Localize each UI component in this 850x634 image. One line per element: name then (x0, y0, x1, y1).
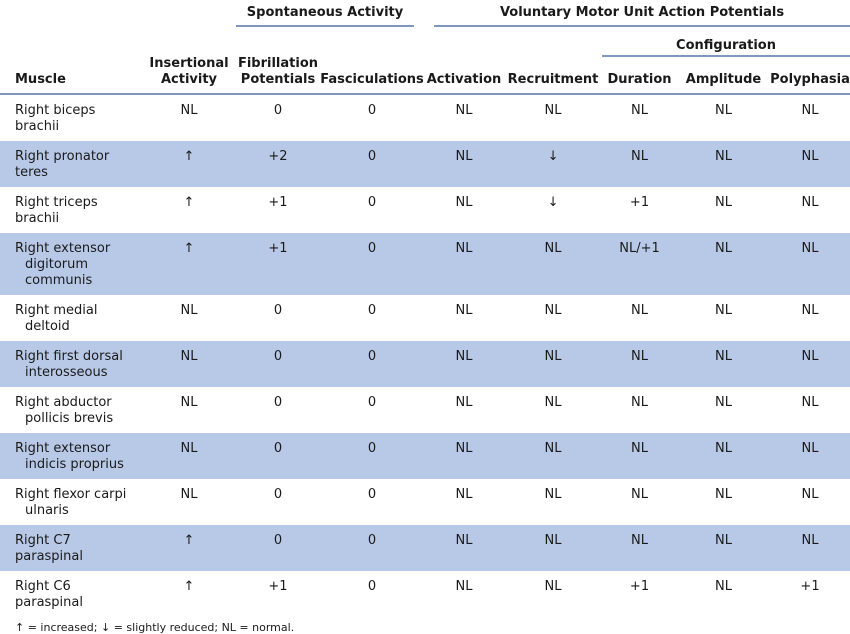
cell-fibrillation: 0 (273, 487, 283, 502)
cell-muscle (0, 387, 142, 433)
cell-recruitment: NL (504, 233, 602, 295)
cell-polyphasia: NL (801, 103, 819, 118)
header-insertional-activity (142, 56, 236, 94)
cell-amplitude: NL (677, 141, 770, 187)
header-recruitment: Recruitment (504, 56, 602, 94)
header-voluntary-motor-unit: Voluntary Motor Unit Action Potentials (424, 0, 850, 26)
cell-amplitude: NL (677, 233, 770, 295)
cell-polyphasia: NL (801, 195, 819, 210)
muscle-name-line: Right flexor carpi (15, 487, 127, 502)
cell-polyphasia: NL (770, 141, 850, 187)
cell-duration: NL (602, 141, 677, 187)
cell-fasciculations: 0 (367, 303, 377, 318)
cell-fibrillation: 0 (236, 341, 320, 387)
table-body (0, 94, 850, 617)
cell-fasciculations: 0 (320, 141, 424, 187)
table-row (0, 479, 850, 525)
table-row (0, 141, 850, 187)
header-blank (142, 0, 236, 26)
cell-muscle (0, 479, 142, 525)
cell-insertional: ↑ (142, 141, 236, 187)
cell-polyphasia: NL (801, 303, 819, 318)
cell-fibrillation: +1 (268, 195, 288, 210)
cell-duration: NL (631, 487, 648, 502)
cell-recruitment: ↓ (504, 141, 602, 187)
cell-amplitude: NL (715, 395, 732, 410)
cell-muscle (0, 233, 142, 295)
cell-activation: NL (455, 395, 473, 410)
cell-fibrillation: 0 (273, 103, 283, 118)
cell-recruitment: NL (544, 103, 562, 118)
cell-polyphasia: +1 (800, 579, 820, 594)
cell-insertional: NL (180, 103, 198, 118)
table-row (0, 571, 850, 617)
cell-duration: NL (602, 341, 677, 387)
cell-fasciculations: 0 (367, 487, 377, 502)
header-blank (0, 0, 142, 26)
cell-amplitude: NL (715, 303, 732, 318)
cell-recruitment: NL (544, 487, 562, 502)
cell-activation: NL (424, 233, 504, 295)
cell-muscle (0, 295, 142, 341)
header-insertional-line2: Activity (160, 72, 218, 87)
cell-insertional: NL (142, 433, 236, 479)
cell-fibrillation: 0 (236, 433, 320, 479)
muscle-name-line: deltoid (25, 319, 70, 334)
header-duration: Duration (602, 56, 677, 94)
cell-polyphasia: NL (801, 395, 819, 410)
cell-fasciculations: 0 (320, 433, 424, 479)
cell-fasciculations: 0 (367, 195, 377, 210)
cell-polyphasia: NL (801, 487, 819, 502)
cell-polyphasia: NL (770, 433, 850, 479)
cell-activation: NL (455, 195, 473, 210)
muscle-name-line: Right pronator teres (15, 149, 110, 180)
table-row (0, 387, 850, 433)
cell-duration: NL (602, 433, 677, 479)
header-activation: Activation (424, 56, 504, 94)
cell-duration: +1 (629, 195, 650, 210)
cell-insertional: NL (180, 487, 198, 502)
cell-amplitude: NL (715, 579, 732, 594)
muscle-name-line: Right C7 paraspinal (15, 533, 83, 564)
cell-polyphasia: NL (770, 233, 850, 295)
cell-recruitment: NL (544, 395, 562, 410)
cell-muscle (0, 525, 142, 571)
cell-recruitment: NL (544, 303, 562, 318)
cell-insertional: ↑ (142, 525, 236, 571)
header-blank (504, 26, 602, 56)
muscle-name-line: digitorum (25, 257, 89, 272)
cell-insertional: ↑ (142, 233, 236, 295)
cell-duration: +1 (629, 579, 650, 594)
cell-activation: NL (424, 433, 504, 479)
cell-fibrillation: 0 (273, 303, 283, 318)
cell-fasciculations: 0 (367, 103, 377, 118)
muscle-name-line: Right biceps brachii (15, 103, 96, 134)
table-row (0, 525, 850, 571)
header-blank (424, 26, 504, 56)
cell-activation: NL (424, 525, 504, 571)
cell-fasciculations: 0 (320, 233, 424, 295)
cell-duration: NL (631, 303, 648, 318)
cell-muscle (0, 94, 142, 141)
cell-recruitment: ↓ (547, 195, 559, 210)
cell-activation: NL (424, 341, 504, 387)
header-fibrillation-line1: Fibrillation (237, 56, 319, 71)
muscle-name-line: pollicis brevis (25, 411, 114, 426)
table-row (0, 187, 850, 233)
cell-activation: NL (455, 487, 473, 502)
cell-recruitment: NL (504, 341, 602, 387)
header-blank (236, 26, 320, 56)
table-row (0, 233, 850, 295)
cell-muscle (0, 571, 142, 617)
muscle-name-line: ulnaris (25, 503, 69, 518)
header-polyphasia: Polyphasia (770, 56, 850, 94)
cell-fibrillation: +1 (236, 233, 320, 295)
cell-muscle (0, 341, 142, 387)
cell-recruitment: NL (544, 579, 562, 594)
table-row (0, 433, 850, 479)
header-muscle: Muscle (0, 56, 142, 94)
cell-insertional: NL (180, 303, 198, 318)
cell-amplitude: NL (677, 433, 770, 479)
cell-activation: NL (424, 141, 504, 187)
header-blank (0, 26, 142, 56)
header-configuration: Configuration (602, 26, 850, 56)
cell-fibrillation: +2 (236, 141, 320, 187)
header-blank (320, 26, 424, 56)
table-row (0, 341, 850, 387)
muscle-name-line: communis (25, 273, 93, 288)
cell-muscle (0, 433, 142, 479)
cell-amplitude: NL (677, 341, 770, 387)
cell-fibrillation: 0 (236, 525, 320, 571)
cell-fasciculations: 0 (367, 579, 377, 594)
muscle-name-line: Right triceps brachii (15, 195, 98, 226)
muscle-name-line: Right first dorsal (15, 349, 123, 364)
cell-activation: NL (455, 103, 473, 118)
cell-duration: NL (602, 525, 677, 571)
cell-amplitude: NL (677, 525, 770, 571)
cell-fasciculations: 0 (367, 395, 377, 410)
cell-polyphasia: NL (770, 525, 850, 571)
cell-fasciculations: 0 (320, 341, 424, 387)
muscle-name-line: Right extensor (15, 441, 111, 456)
cell-recruitment: NL (504, 525, 602, 571)
table-footnote: ↑ = increased; ↓ = slightly reduced; NL = normal. (15, 621, 295, 634)
header-amplitude: Amplitude (677, 56, 770, 94)
cell-fibrillation: +1 (268, 579, 288, 594)
cell-insertional: NL (180, 395, 198, 410)
muscle-name-line: Right medial (15, 303, 98, 318)
muscle-name-line: indicis proprius (25, 457, 124, 472)
cell-activation: NL (455, 303, 473, 318)
muscle-name-line: Right C6 paraspinal (15, 579, 83, 610)
cell-amplitude: NL (715, 103, 732, 118)
cell-duration: NL (631, 395, 648, 410)
cell-insertional: NL (142, 341, 236, 387)
cell-amplitude: NL (715, 487, 732, 502)
muscle-name-line: Right extensor (15, 241, 111, 256)
cell-muscle (0, 141, 142, 187)
cell-recruitment: NL (504, 433, 602, 479)
table-row (0, 94, 850, 141)
cell-duration: NL (631, 103, 648, 118)
cell-muscle (0, 187, 142, 233)
cell-duration: NL/+1 (602, 233, 677, 295)
table-row (0, 295, 850, 341)
header-fasciculations: Fasciculations (320, 56, 424, 94)
muscle-name-line: Right abductor (15, 395, 112, 410)
cell-insertional: ↑ (183, 195, 195, 210)
header-insertional-line1: Insertional (149, 56, 229, 71)
header-spontaneous-activity: Spontaneous Activity (236, 0, 424, 26)
header-blank (142, 26, 236, 56)
cell-amplitude: NL (715, 195, 732, 210)
cell-polyphasia: NL (770, 341, 850, 387)
header-fibrillation-potentials (236, 56, 320, 94)
cell-insertional: ↑ (183, 579, 195, 594)
muscle-name-line: interosseous (25, 365, 108, 380)
header-fibrillation-line2: Potentials (240, 72, 316, 87)
cell-fasciculations: 0 (320, 525, 424, 571)
cell-fibrillation: 0 (273, 395, 283, 410)
cell-activation: NL (455, 579, 473, 594)
